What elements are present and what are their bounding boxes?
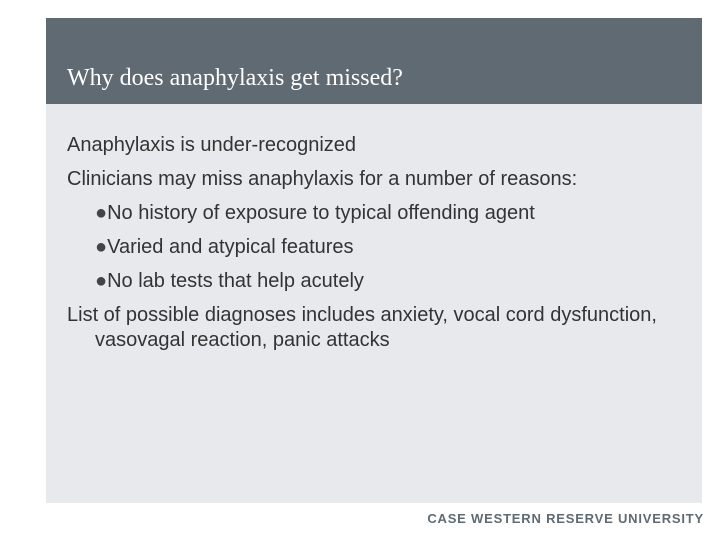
bullet-icon: ● — [95, 236, 108, 258]
body-line-3: List of possible diagnoses includes anxiety, vocal cord dysfunction, vasovagal reaction, panic attacks — [67, 304, 657, 351]
slide-title: Why does anaphylaxis get missed? — [67, 65, 403, 91]
bullet-item — [67, 235, 677, 260]
bullet-text: No lab tests that help acutely — [107, 270, 364, 292]
title-bar — [46, 18, 702, 104]
bullet-text: Varied and atypical features — [107, 236, 354, 258]
bullet-item — [67, 201, 677, 226]
university-logo: CASE WESTERN RESERVE UNIVERSITY — [427, 511, 704, 526]
bullet-icon: ● — [95, 270, 108, 292]
body-line-1: Anaphylaxis is under-recognized — [67, 134, 357, 156]
bullet-icon: ● — [95, 202, 108, 224]
bullet-item — [67, 269, 677, 294]
slide-body — [67, 133, 677, 362]
body-line-2: Clinicians may miss anaphylaxis for a number of reasons: — [67, 168, 578, 190]
bullet-text: No history of exposure to typical offending agent — [107, 202, 535, 224]
